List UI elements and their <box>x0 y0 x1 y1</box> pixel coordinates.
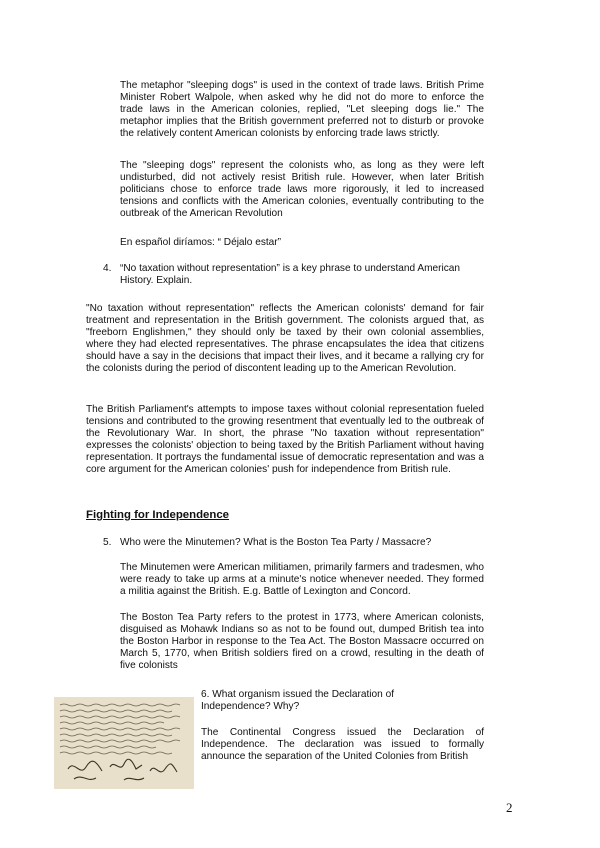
page-number: 2 <box>506 800 513 815</box>
declaration-document-image <box>54 697 194 789</box>
answer-5-paragraph-1: The Minutemen were American militiamen, primarily farmers and tradesmen, who were ready to take up arms at a minute's notice whenever needed. They formed a militia against the British. E.g. Battle of Lexington and Concord. <box>120 562 484 598</box>
answer-5-paragraph-2: The Boston Tea Party refers to the protest in 1773, where American colonists, disguised as Mohawk Indians so as not to be found out, dumped British tea into the Boston Harbor in response to the Tea Act. The Boston Massacre occurred on March 5, 1770, when British soldiers fired on a crowd, resulting in the death of five colonists <box>120 612 484 672</box>
question-4-text: “No taxation without representation” is a key phrase to understand American History. Explain. <box>120 263 461 287</box>
spanish-note: En español diríamos: “ Déjalo estar” <box>120 237 282 248</box>
sleeping-dogs-paragraph-2: The "sleeping dogs" represent the colonists who, as long as they were left undisturbed, did not actively resist British rule. However, when later British politicians chose to enforce trade laws more rigorously, it led to increased tensions and conflicts with the American colonies, eventually contributing to the outbreak of the American Revolution <box>120 160 484 220</box>
sleeping-dogs-paragraph-1: The metaphor "sleeping dogs" is used in the context of trade laws. British Prime Minister Robert Walpole, when asked why he did not do more to enforce the trade laws in the American colonies, replied, "Let sleeping dogs lie." The metaphor implies that the British government preferred not to disturb or provoke the relatively content American colonists by enforcing trade laws strictly. <box>120 80 484 140</box>
question-5-number: 5. <box>103 537 112 548</box>
section-heading-fighting-for-independence: Fighting for Independence <box>86 509 230 521</box>
answer-4-paragraph-1: "No taxation without representation" reflects the American colonists' demand for fair treatment and representation in the British government. The colonists argued that, as "freeborn Englishmen," they should only be taxed by their own colonial assemblies, where they had elected representatives. The phrase encapsulates the idea that citizens should have a say in the decisions that impact their lives, and it became a rallying cry for the colonists during the period of discontent leading up to the American Revolution. <box>86 303 484 375</box>
question-6-text: 6. What organism issued the Declaration of Independence? Why? <box>201 689 394 713</box>
question-4-number: 4. <box>103 263 112 274</box>
answer-4-paragraph-2: The British Parliament's attempts to impose taxes without colonial representation fueled tensions and contributed to the growing resentment that eventually led to the outbreak of the Revolutionary War. In short, the phrase "No taxation without representation" expresses the colonists' objection to being taxed by the British Parliament without having representation. It portrays the fundamental issue of democratic representation and was a core argument for the American colonies' push for independence from British rule. <box>86 404 484 476</box>
answer-6-paragraph-1: The Continental Congress issued the Declaration of Independence. The declaration was issued to formally announce the separation of the United Colonies from British <box>201 727 484 763</box>
declaration-manuscript-illustration <box>54 697 194 789</box>
question-5-text: Who were the Minutemen? What is the Boston Tea Party / Massacre? <box>120 537 432 548</box>
